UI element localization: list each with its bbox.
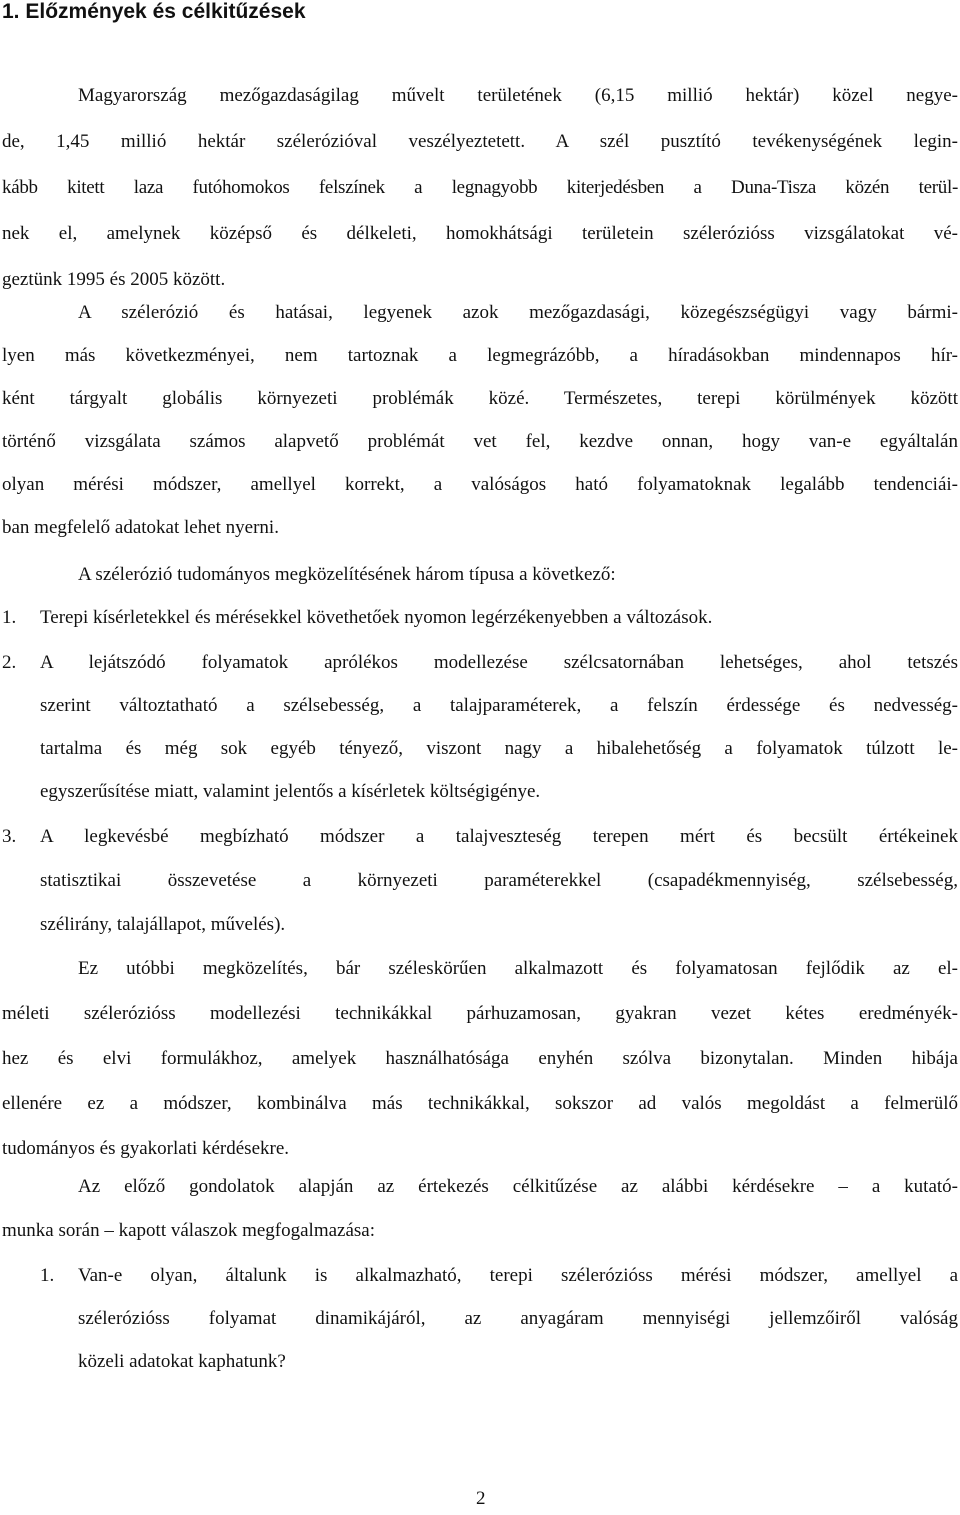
text-line: de, 1,45 millió hektár szélerózióval veszélyeztetett. A szél pusztító tevékenységének legin- bbox=[2, 131, 958, 152]
text-line: lyen más következményei, nem tartoznak a legmegrázóbb, a híradásokban mindennapos hír- bbox=[2, 345, 958, 366]
text-line: A szélerózió és hatásai, legyenek azok mezőgazdasági, közegészségügyi vagy bármi- bbox=[78, 302, 958, 323]
list-number: 1. bbox=[40, 1265, 55, 1286]
text-line: kább kitett laza futóhomokos felszínek a legnagyobb kiterjedésben a Duna-Tisza közén terül- bbox=[2, 177, 958, 198]
text-line: ként tárgyalt globális környezeti problémák közé. Természetes, terepi körülmények között bbox=[2, 388, 958, 409]
list-item-text: tartalma és még sok egyéb tényező, viszont nagy a hibalehetőség a folyamatok túlzott le- bbox=[40, 738, 958, 759]
list-number: 2. bbox=[2, 652, 17, 673]
text-line: Az előző gondolatok alapján az értekezés célkitűzése az alábbi kérdésekre – a kutató- bbox=[78, 1176, 958, 1197]
text-line: hez és elvi formulákhoz, amelyek használhatósága enyhén szólva bizonytalan. Minden hibája bbox=[2, 1048, 958, 1069]
list-item-text: Van-e olyan, általunk is alkalmazható, terepi szélerózióss mérési módszer, amellyel a bbox=[78, 1265, 958, 1286]
list-item-text: szélirány, talajállapot, művelés). bbox=[40, 914, 286, 935]
text-line: tudományos és gyakorlati kérdésekre. bbox=[2, 1138, 290, 1159]
section-heading: 1. Előzmények és célkitűzések bbox=[2, 0, 306, 23]
text-line: méleti szélerózióss modellezési technikákkal párhuzamosan, gyakran vezet kétes eredményék- bbox=[2, 1003, 958, 1024]
list-item-text: statisztikai összevetése a környezeti paraméterekkel (csapadékmennyiség, szélsebesség, bbox=[40, 870, 958, 891]
list-number: 1. bbox=[2, 607, 17, 628]
list-item-text: A legkevésbé megbízható módszer a talajveszteség terepen mért és becsült értékeinek bbox=[40, 826, 958, 847]
list-number: 3. bbox=[2, 826, 17, 847]
list-item-text: egyszerűsítése miatt, valamint jelentős a kísérletek költségigénye. bbox=[40, 781, 541, 802]
list-item-text: közeli adatokat kaphatunk? bbox=[78, 1351, 286, 1372]
list-item-text: A lejátszódó folyamatok aprólékos modellezése szélcsatornában lehetséges, ahol tetszés bbox=[40, 652, 958, 673]
text-line: Magyarország mezőgazdaságilag művelt területének (6,15 millió hektár) közel negye- bbox=[78, 85, 958, 106]
page-number: 2 bbox=[476, 1488, 486, 1509]
list-item-text: Terepi kísérletekkel és mérésekkel követhetőek nyomon legérzékenyebben a változások. bbox=[40, 607, 713, 628]
text-line: munka során – kapott válaszok megfogalmazása: bbox=[2, 1220, 376, 1241]
text-line: olyan mérési módszer, amellyel korrekt, a valóságos ható folyamatoknak legalább tendenciái- bbox=[2, 474, 958, 495]
text-line: A szélerózió tudományos megközelítésének három típusa a következő: bbox=[78, 564, 616, 585]
text-line: történő vizsgálata számos alapvető problémát vet fel, kezdve onnan, hogy van-e egyáltalán bbox=[2, 431, 958, 452]
text-line: Ez utóbbi megközelítés, bár széleskörűen alkalmazott és folyamatosan fejlődik az el- bbox=[78, 958, 958, 979]
text-line: nek el, amelynek középső és délkeleti, homokhátsági területein szélerózióss vizsgálatokat vé- bbox=[2, 223, 958, 244]
text-line: geztünk 1995 és 2005 között. bbox=[2, 269, 226, 290]
list-item-text: szélerózióss folyamat dinamikájáról, az anyagáram mennyiségi jellemzőiről valóság bbox=[78, 1308, 958, 1329]
text-line: ban megfelelő adatokat lehet nyerni. bbox=[2, 517, 279, 538]
list-item-text: szerint változtatható a szélsebesség, a talajparaméterek, a felszín érdessége és nedvesség- bbox=[40, 695, 958, 716]
text-line: ellenére ez a módszer, kombinálva más technikákkal, sokszor ad valós megoldást a felmerülő bbox=[2, 1093, 958, 1114]
